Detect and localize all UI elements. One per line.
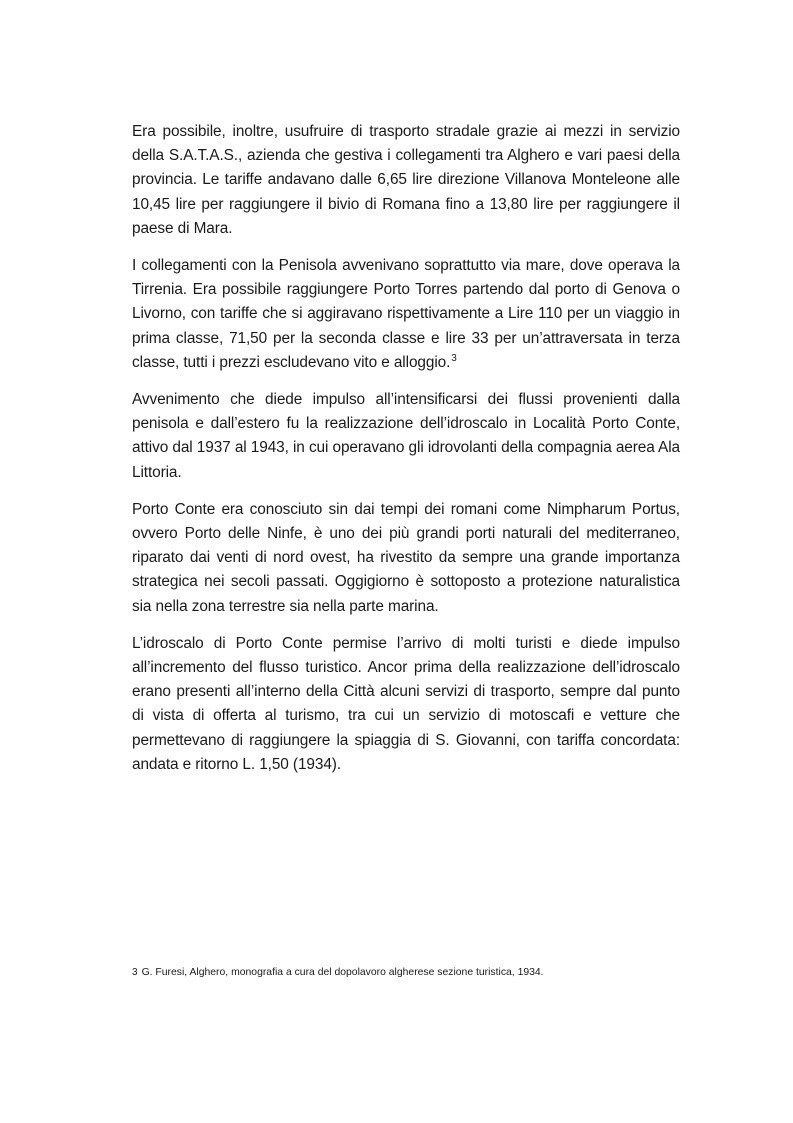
- paragraph-tirrenia: [132, 254, 680, 375]
- paragraph-text: Avvenimento che diede impulso all’intensificarsi dei flussi provenienti dalla penisola e dall’estero fu la realizzazione dell’idroscalo in Località Porto Conte, attivo dal 1937 al 1943, in cui operavano gli idrovolanti della compagnia aerea Ala Littoria.: [132, 391, 680, 481]
- paragraph-idroscalo: [132, 388, 680, 485]
- paragraph-satas: [132, 120, 680, 241]
- paragraph-text: Porto Conte era conosciuto sin dai tempi dei romani come Nimpharum Portus, ovvero Porto delle Ninfe, è uno dei più grandi porti naturali del mediterraneo, riparato dai venti di nord ovest, ha rivestito da sempre una grande importanza strategica nei secoli passati. Oggigiorno è sottoposto a protezione naturalistica sia nella zona terrestre sia nella parte marina.: [132, 500, 680, 615]
- paragraph-text: L’idroscalo di Porto Conte permise l’arrivo di molti turisti e diede impulso all’incremento del flusso turistico. Ancor prima della realizzazione dell’idroscalo erano presenti all’interno della Città alcuni servizi di trasporto, sempre dal punto di vista di offerta al turismo, tra cui un servizio di motoscafi e vetture che permettevano di raggiungere la spiaggia di S. Giovanni, con tariffa concordata: andata e ritorno L. 1,50 (1934).: [132, 634, 680, 773]
- paragraph-text: I collegamenti con la Penisola avvenivano soprattutto via mare, dove operava la Tirrenia. Era possibile raggiungere Porto Torres partendo dal porto di Genova o Livorno, con tariffe che si aggiravano rispettivamente a Lire 110 per un viaggio in prima classe, 71,50 per la seconda classe e lire 33 per un’attraversata in terza classe, tutti i prezzi escludevano vito e alloggio.: [132, 257, 680, 371]
- footnote-number: 3: [132, 967, 138, 978]
- footnote-text: G. Furesi, Alghero, monografia a cura del dopolavoro algherese sezione turistica, 1934.: [141, 967, 544, 978]
- footnote-reference[interactable]: 3: [451, 352, 457, 364]
- body-text: [132, 120, 680, 790]
- paragraph-turismo: [132, 632, 680, 777]
- footnote: [132, 966, 692, 980]
- paragraph-text: Era possibile, inoltre, usufruire di trasporto stradale grazie ai mezzi in servizio della S.A.T.A.S., azienda che gestiva i collegamenti tra Alghero e vari paesi della provincia. Le tariffe andavano dalle 6,65 lire direzione Villanova Monteleone alle 10,45 lire per raggiungere il bivio di Romana fino a 13,80 lire per raggiungere il paese di Mara.: [132, 123, 680, 237]
- paragraph-porto-conte: [132, 498, 680, 619]
